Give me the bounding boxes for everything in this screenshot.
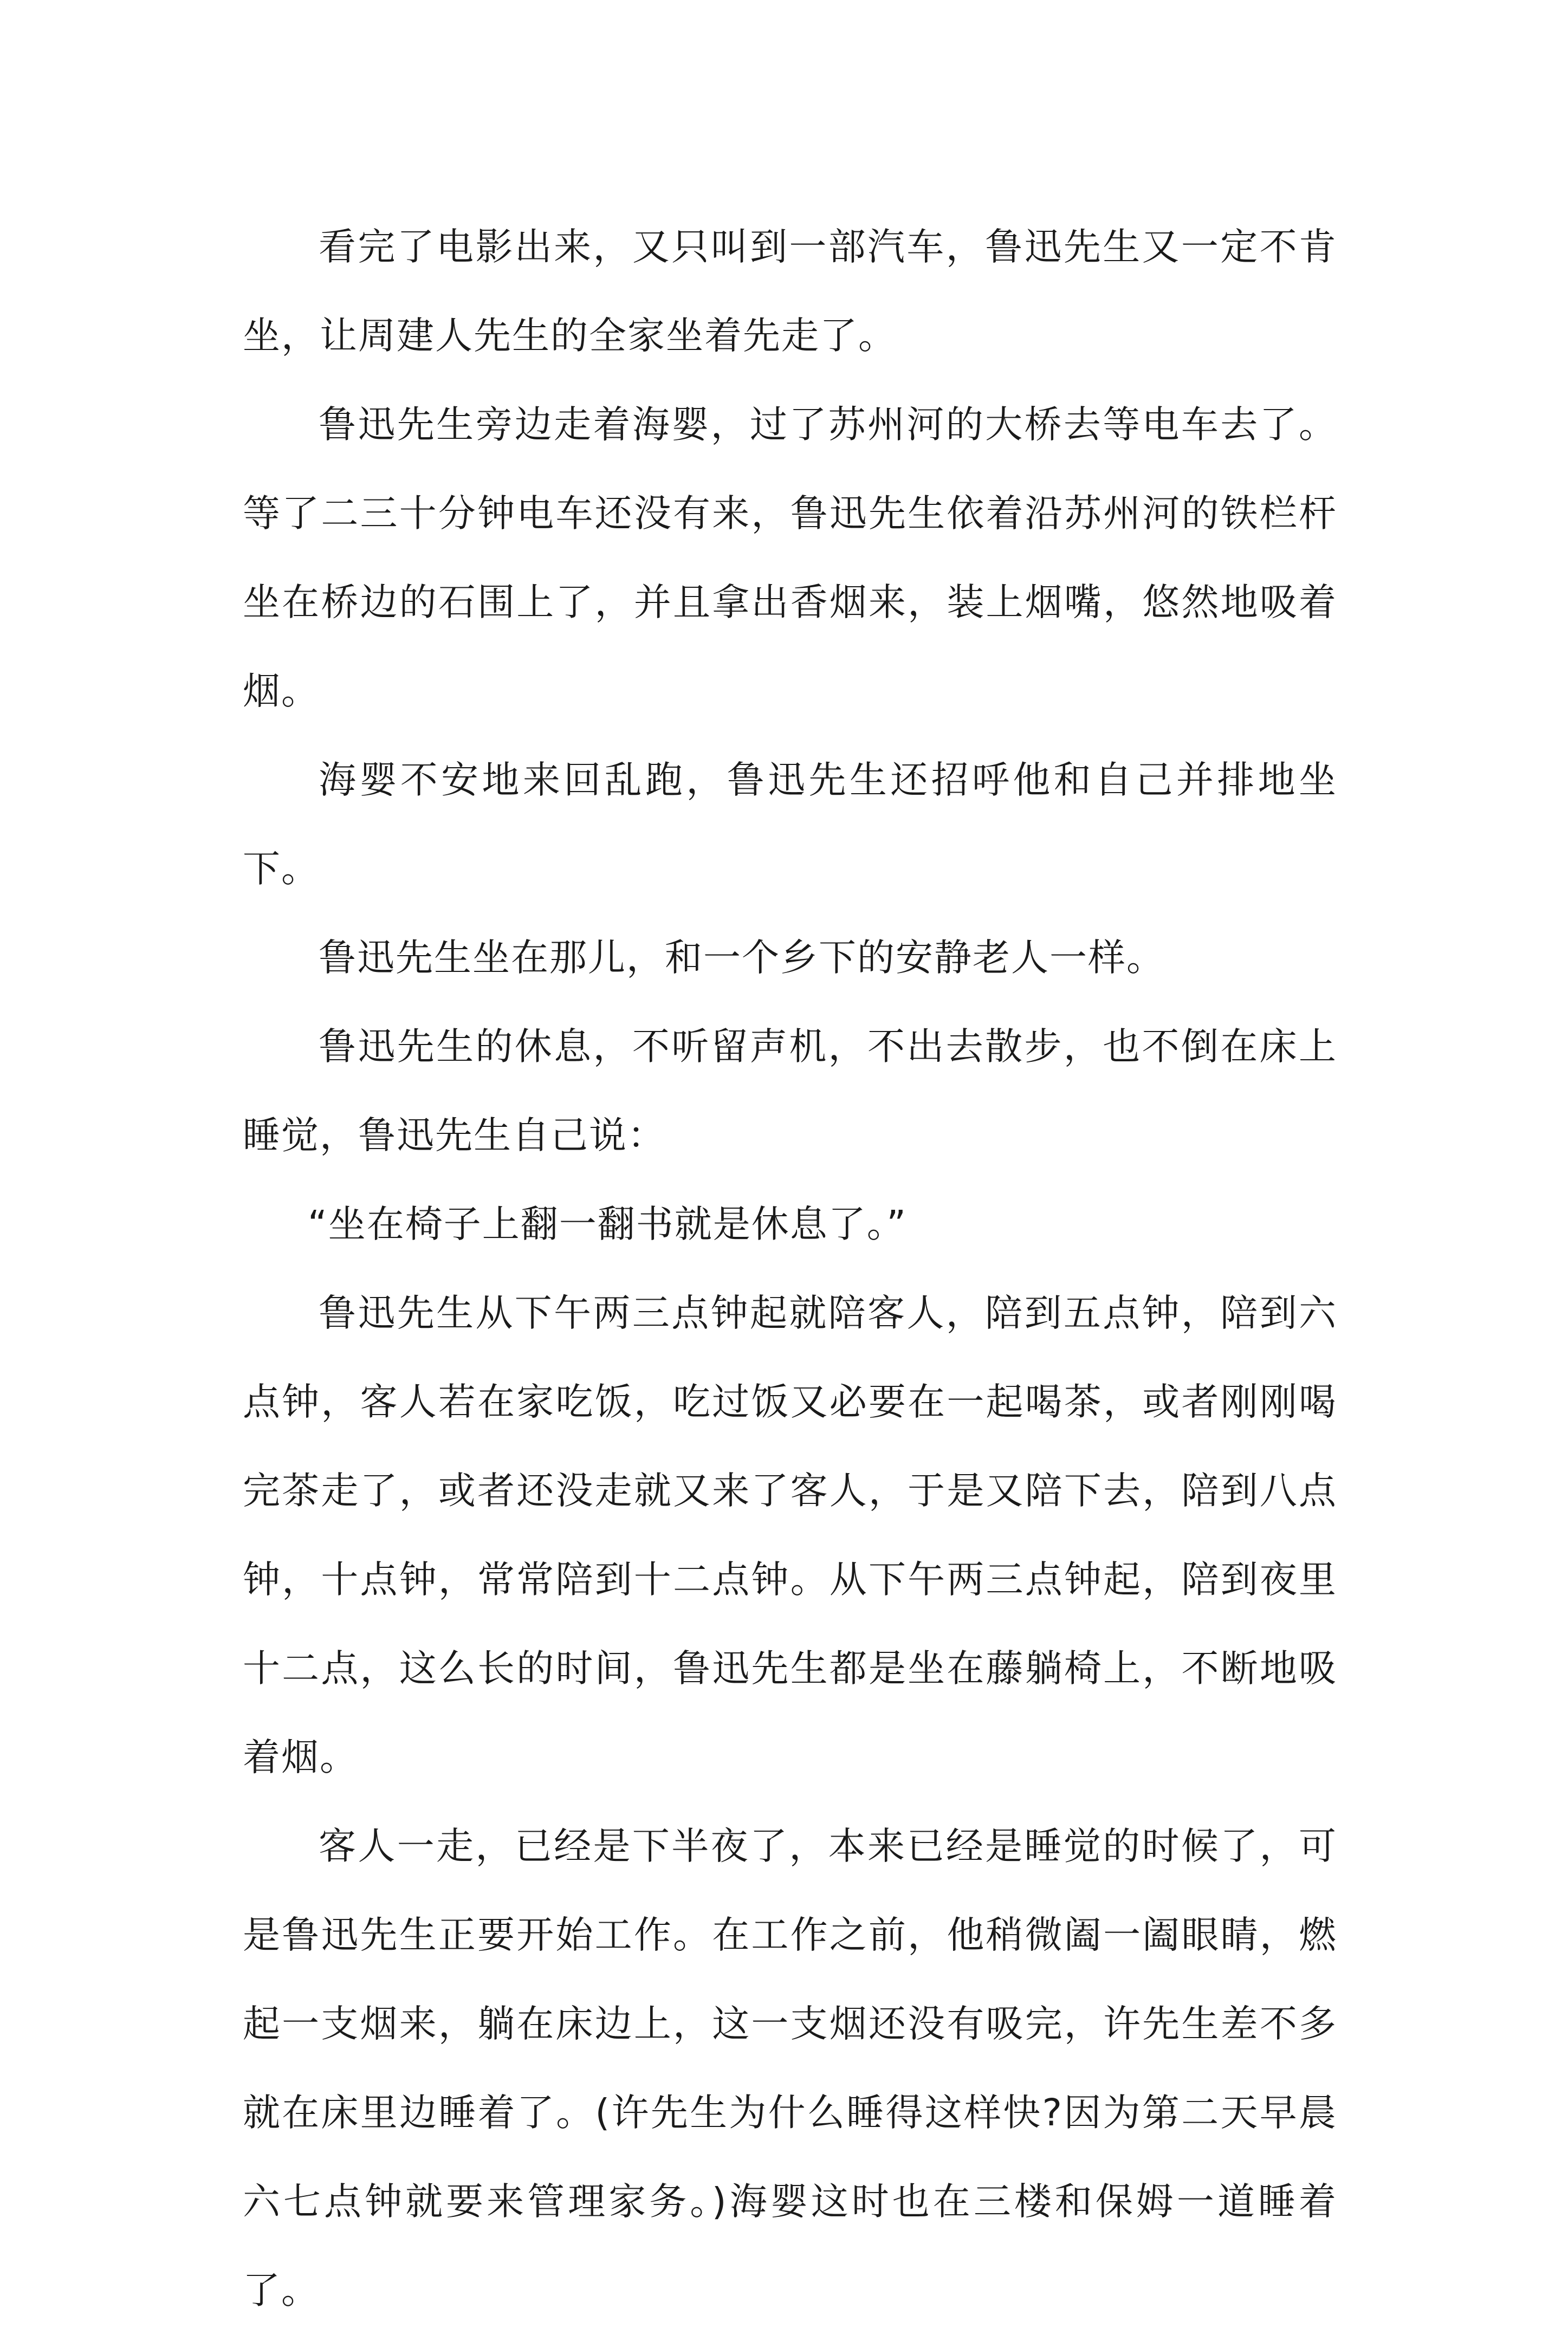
paragraph-3: 海婴不安地来回乱跑，鲁迅先生还招呼他和自己并排地坐下。 [243, 758, 1337, 891]
paragraph-8: 客人一走，已经是下半夜了，本来已经是睡觉的时候了，可是鲁迅先生正要开始工作。在工作之前，他稍微阖一阖眼睛，燃起一支烟来，躺在床边上，这一支烟还没有吸完，许先生差不多就在床里边睡着了。(许先生为什么睡得这样快?因为第二天早晨六七点钟就要来管理家务。)海婴这时也在三楼和保姆一道睡着了。 [243, 1825, 1337, 2312]
paragraph-2: 鲁迅先生旁边走着海婴，过了苏州河的大桥去等电车去了。等了二三十分钟电车还没有来，鲁迅先生依着沿苏州河的铁栏杆坐在桥边的石围上了，并且拿出香烟来，装上烟嘴，悠然地吸着烟。 [243, 403, 1337, 713]
paragraph-7: 鲁迅先生从下午两三点钟起就陪客人，陪到五点钟，陪到六点钟，客人若在家吃饭，吃过饭又必要在一起喝茶，或者刚刚喝完茶走了，或者还没走就又来了客人，于是又陪下去，陪到八点钟，十点钟，常常陪到十二点钟。从下午两三点钟起，陪到夜里十二点，这么长的时间，鲁迅先生都是坐在藤躺椅上，不断地吸着烟。 [243, 1292, 1337, 1779]
paragraph-1: 看完了电影出来，又只叫到一部汽车，鲁迅先生又一定不肯坐，让周建人先生的全家坐着先走了。 [243, 225, 1337, 358]
text-body [243, 203, 1337, 2335]
paragraph-5: 鲁迅先生的休息，不听留声机，不出去散步，也不倒在床上睡觉，鲁迅先生自己说： [243, 1025, 1337, 1157]
paragraph-4: 鲁迅先生坐在那儿，和一个乡下的安静老人一样。 [319, 936, 1165, 980]
paragraph-6-quote: “坐在椅子上翻一翻书就是休息了。” [308, 1203, 907, 1246]
